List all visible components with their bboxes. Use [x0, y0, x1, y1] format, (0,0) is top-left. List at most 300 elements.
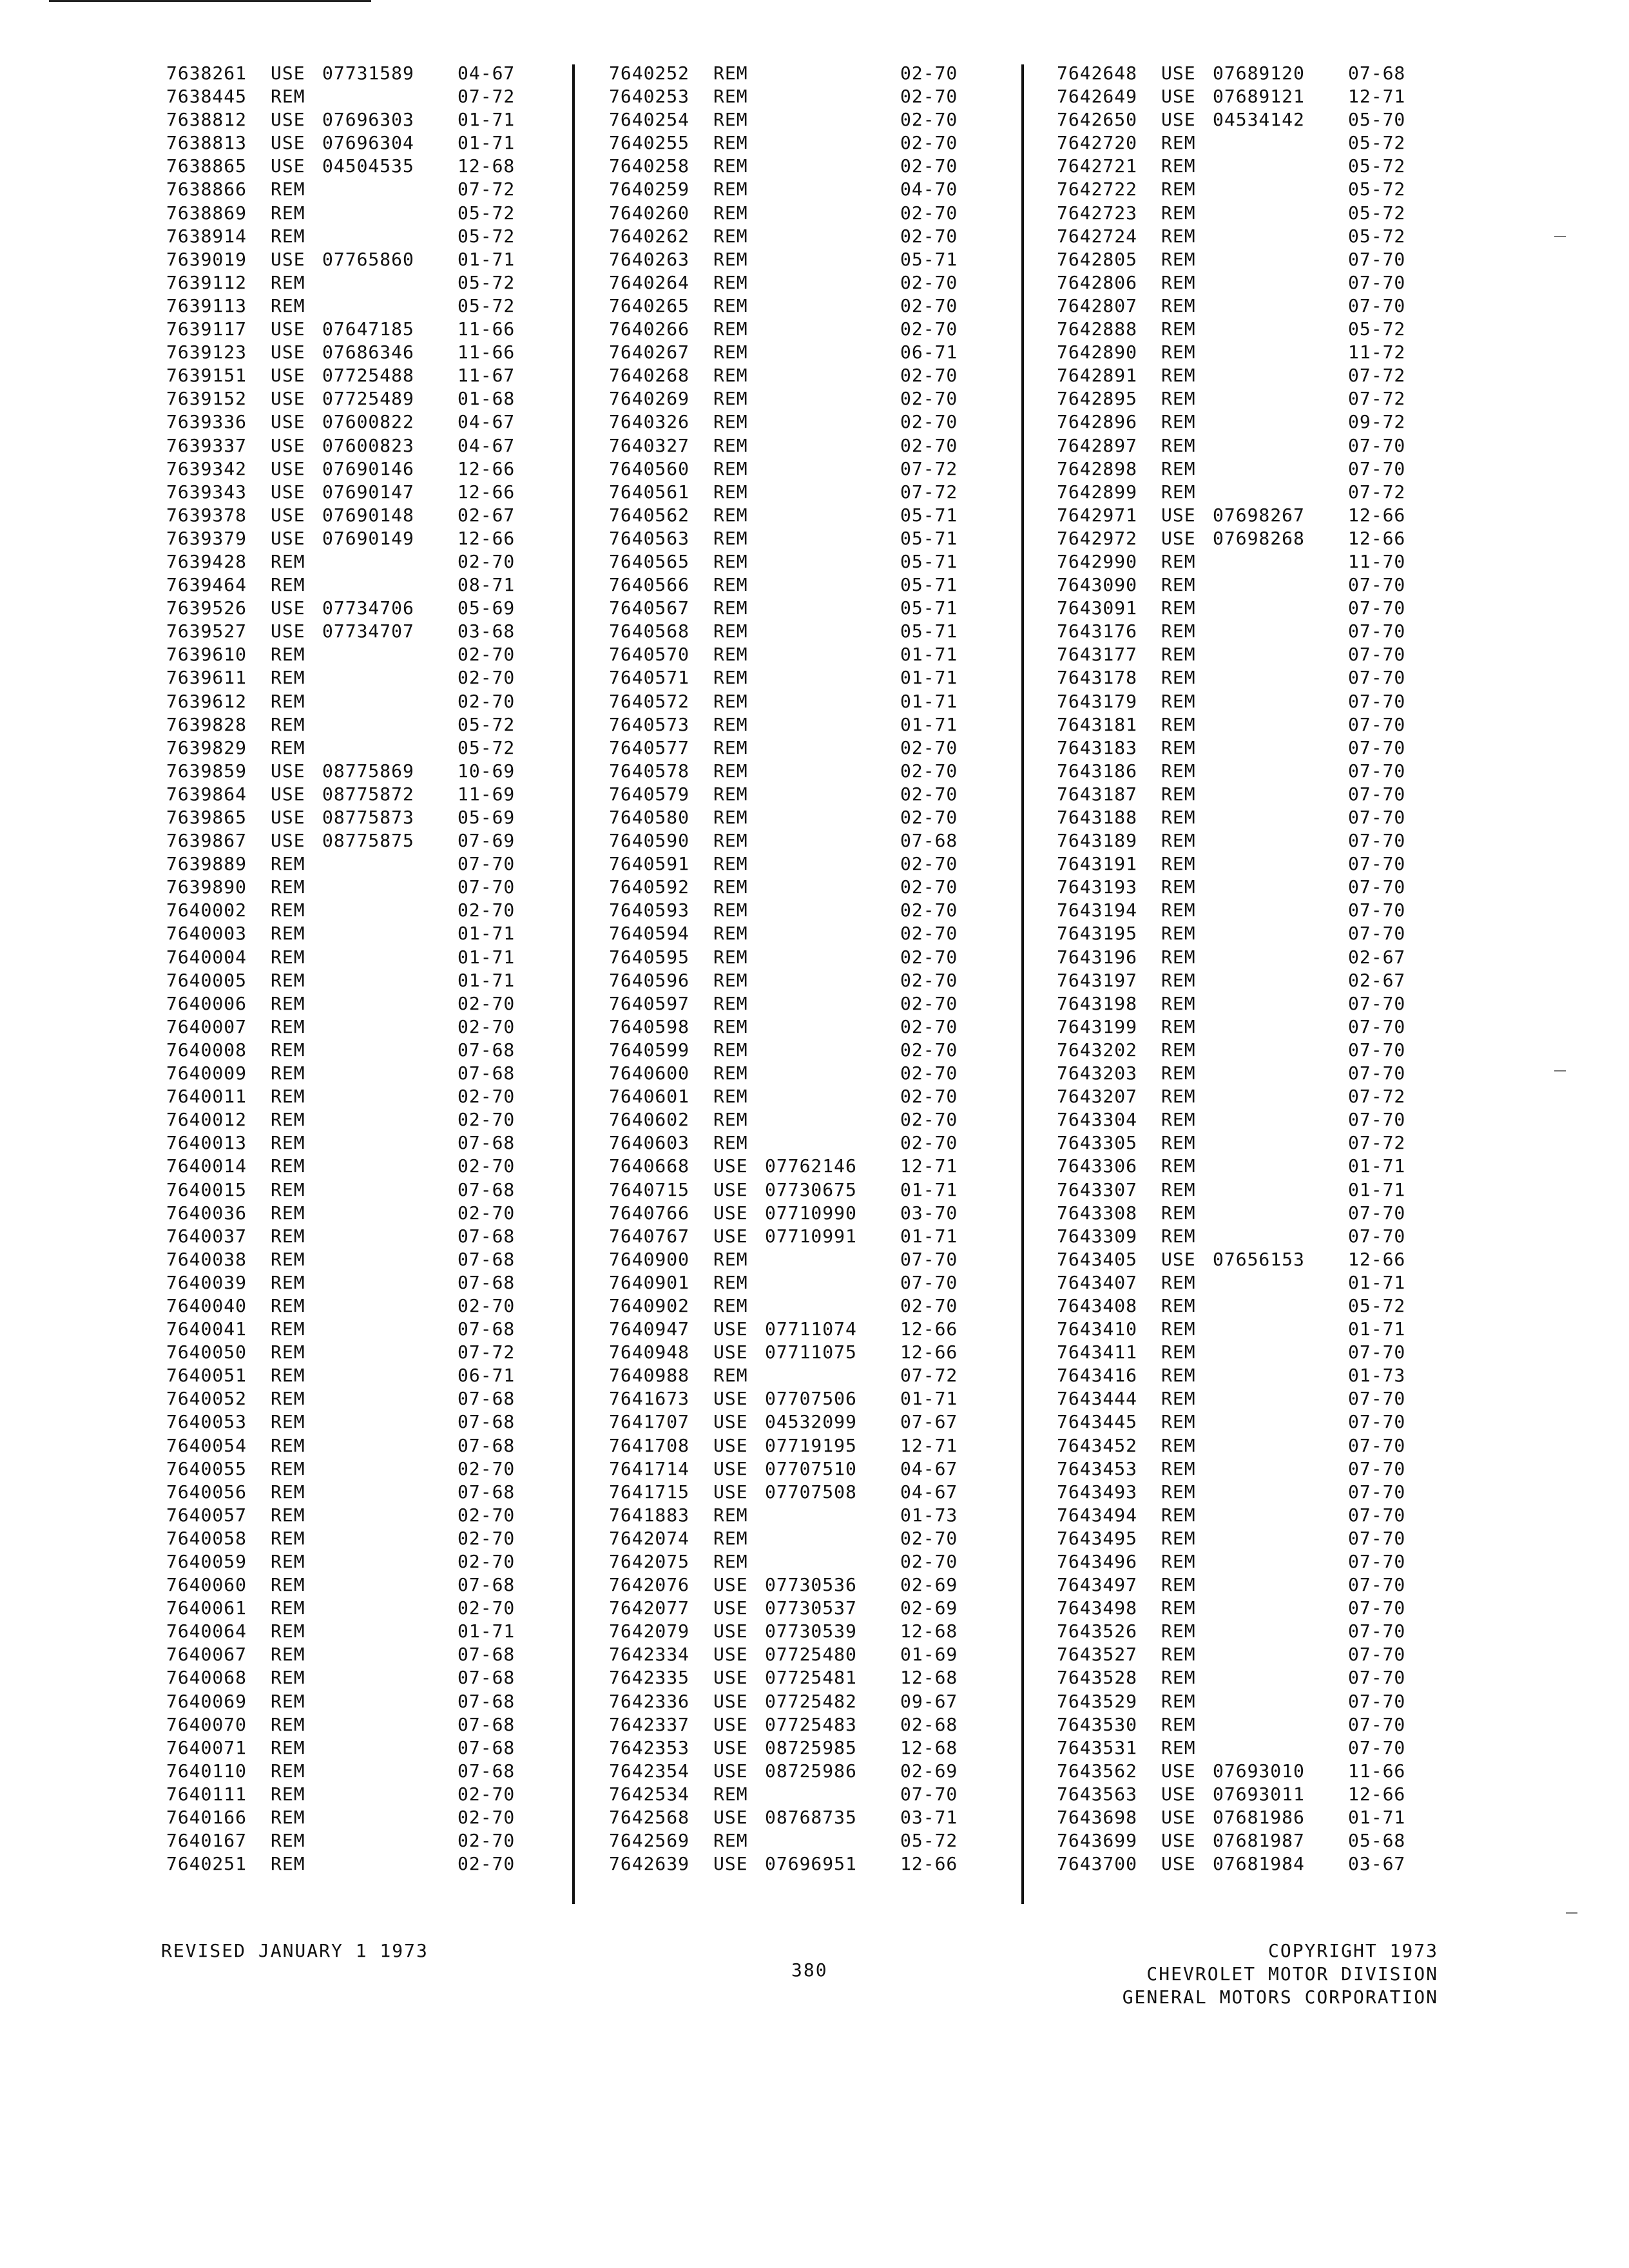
- disposition: USE: [1161, 1807, 1196, 1829]
- listing-row: [609, 643, 1021, 666]
- part-number: 7640578: [609, 760, 690, 782]
- replacement-part: [322, 1318, 458, 1341]
- listing-row: [1057, 969, 1469, 992]
- listing-row: [166, 760, 579, 783]
- listing-row: [609, 1690, 1021, 1713]
- listing-row: [1057, 1760, 1469, 1783]
- disposition: REM: [271, 1132, 305, 1154]
- date: 07-70: [1348, 1062, 1406, 1084]
- listing-row: [609, 318, 1021, 341]
- replacement-part: [765, 597, 900, 620]
- replacement-part: [765, 155, 900, 178]
- date: 01-68: [458, 388, 516, 410]
- part-number: 7640068: [166, 1667, 247, 1689]
- listing-row: [609, 713, 1021, 736]
- date: 12-71: [1348, 86, 1406, 108]
- replacement-part: [765, 946, 900, 969]
- disposition: REM: [713, 341, 748, 363]
- disposition: USE: [713, 1388, 748, 1410]
- replacement-part: [1213, 713, 1348, 736]
- listing-row: [609, 457, 1021, 481]
- listing-row: [166, 1318, 579, 1341]
- disposition: REM: [1161, 481, 1196, 503]
- listing-row: [1057, 1481, 1469, 1504]
- replacement-part: [1213, 806, 1348, 829]
- part-number: 7640901: [609, 1271, 690, 1293]
- disposition: REM: [271, 1062, 305, 1084]
- listing-row: [166, 1015, 579, 1039]
- date: 11-70: [1348, 550, 1406, 572]
- part-number: 7639151: [166, 365, 247, 387]
- listing-row: [166, 504, 579, 527]
- replacement-part: [765, 666, 900, 689]
- disposition: REM: [1161, 1365, 1196, 1387]
- replacement-part: 07730539: [765, 1620, 857, 1642]
- listing-row: [609, 1015, 1021, 1039]
- part-number: 7640038: [166, 1248, 247, 1270]
- listing-row: [1057, 736, 1469, 760]
- part-number: 7643176: [1057, 620, 1138, 642]
- date: 05-72: [1348, 178, 1406, 200]
- listing-row: [166, 899, 579, 922]
- replacement-part: 07731589: [322, 62, 414, 84]
- date: 07-68: [458, 1248, 516, 1270]
- replacement-part: [765, 1108, 900, 1131]
- listing-row: [609, 202, 1021, 225]
- disposition: USE: [713, 1574, 748, 1596]
- date: 07-68: [458, 1736, 516, 1758]
- part-number: 7643309: [1057, 1225, 1138, 1247]
- listing-row: [166, 550, 579, 573]
- part-number: 7640264: [609, 271, 690, 293]
- listing-row: [609, 1248, 1021, 1271]
- replacement-part: [1213, 271, 1348, 294]
- date: 07-70: [1348, 876, 1406, 898]
- part-number: 7642805: [1057, 248, 1138, 270]
- disposition: REM: [713, 783, 748, 805]
- disposition: REM: [271, 1760, 305, 1782]
- date: 07-70: [1348, 1736, 1406, 1758]
- disposition: REM: [271, 1667, 305, 1689]
- replacement-part: [765, 713, 900, 736]
- date: 02-70: [458, 1783, 516, 1805]
- part-number: 7642890: [1057, 341, 1138, 363]
- listing-row: [1057, 1155, 1469, 1178]
- date: 05-71: [900, 527, 958, 549]
- replacement-part: [1213, 666, 1348, 689]
- listing-row: [1057, 1504, 1469, 1527]
- listing-row: [166, 690, 579, 713]
- listing-row: [1057, 1108, 1469, 1131]
- replacement-part: [322, 690, 458, 713]
- part-number: 7640006: [166, 992, 247, 1014]
- disposition: USE: [1161, 1248, 1196, 1270]
- date: 07-70: [1348, 457, 1406, 479]
- part-number: 7640326: [609, 411, 690, 433]
- disposition: REM: [271, 899, 305, 921]
- date: 02-70: [900, 155, 958, 177]
- date: 02-70: [900, 1551, 958, 1572]
- listing-row: [166, 318, 579, 341]
- replacement-part: [322, 1108, 458, 1131]
- listing-row: [1057, 1039, 1469, 1062]
- disposition: USE: [1161, 62, 1196, 84]
- replacement-part: [322, 1713, 458, 1736]
- date: 02-70: [900, 736, 958, 758]
- listing-row: [609, 1085, 1021, 1108]
- date: 05-71: [900, 620, 958, 642]
- listing-row: [1057, 1573, 1469, 1597]
- part-number: 7640988: [609, 1365, 690, 1387]
- disposition: USE: [713, 1341, 748, 1363]
- date: 05-72: [1348, 155, 1406, 177]
- listing-row: [1057, 1364, 1469, 1387]
- part-number: 7640060: [166, 1574, 247, 1596]
- part-number: 7642568: [609, 1807, 690, 1829]
- listing-row: [609, 829, 1021, 852]
- replacement-part: [322, 202, 458, 225]
- date: 07-70: [1348, 690, 1406, 712]
- part-number: 7642899: [1057, 481, 1138, 503]
- listing-row: [1057, 318, 1469, 341]
- date: 07-70: [1348, 923, 1406, 945]
- date: 05-69: [458, 597, 516, 619]
- replacement-part: [1213, 1015, 1348, 1039]
- disposition: USE: [271, 62, 305, 84]
- part-number: 7643700: [1057, 1853, 1138, 1875]
- date: 01-71: [900, 713, 958, 735]
- replacement-part: 07690148: [322, 504, 414, 526]
- listing-row: [1057, 504, 1469, 527]
- listing-row: [1057, 550, 1469, 573]
- part-number: 7642336: [609, 1690, 690, 1712]
- part-number: 7642896: [1057, 411, 1138, 433]
- disposition: REM: [713, 481, 748, 503]
- listing-row: [1057, 829, 1469, 852]
- part-number: 7640767: [609, 1225, 690, 1247]
- disposition: REM: [713, 667, 748, 689]
- part-number: 7642354: [609, 1760, 690, 1782]
- replacement-part: [1213, 1410, 1348, 1434]
- part-number: 7640566: [609, 574, 690, 596]
- disposition: REM: [713, 923, 748, 945]
- disposition: REM: [713, 550, 748, 572]
- date: 02-70: [458, 1015, 516, 1037]
- part-number: 7643178: [1057, 667, 1138, 689]
- replacement-part: [322, 899, 458, 922]
- listing-row: [166, 481, 579, 504]
- date: 07-68: [458, 1574, 516, 1596]
- listing-row: [166, 341, 579, 364]
- date: 01-71: [900, 644, 958, 666]
- date: 02-70: [900, 992, 958, 1014]
- part-number: 7639343: [166, 481, 247, 503]
- date: 02-70: [900, 318, 958, 340]
- replacement-part: [1213, 1434, 1348, 1457]
- listing-row: [609, 946, 1021, 969]
- disposition: REM: [1161, 1736, 1196, 1758]
- date: 03-70: [900, 1202, 958, 1224]
- listing-row: [166, 1039, 579, 1062]
- disposition: USE: [271, 620, 305, 642]
- disposition: REM: [271, 1015, 305, 1037]
- replacement-part: [1213, 597, 1348, 620]
- replacement-part: [322, 1783, 458, 1806]
- disposition: REM: [1161, 1155, 1196, 1177]
- date: 02-70: [458, 667, 516, 689]
- listing-row: [609, 1318, 1021, 1341]
- listing-row: [609, 410, 1021, 434]
- listing-row: [609, 899, 1021, 922]
- date: 02-70: [900, 1294, 958, 1316]
- disposition: REM: [271, 876, 305, 898]
- date: 07-68: [458, 1667, 516, 1689]
- replacement-part: [765, 760, 900, 783]
- listing-row: [1057, 62, 1469, 85]
- disposition: REM: [713, 202, 748, 224]
- date: 02-70: [458, 1597, 516, 1619]
- replacement-part: [765, 1015, 900, 1039]
- part-number: 7643444: [1057, 1388, 1138, 1410]
- disposition: REM: [713, 86, 748, 108]
- date: 02-67: [1348, 969, 1406, 991]
- disposition: REM: [713, 225, 748, 247]
- disposition: REM: [1161, 1318, 1196, 1340]
- disposition: USE: [713, 1411, 748, 1433]
- date: 07-68: [458, 1411, 516, 1433]
- date: 11-66: [458, 341, 516, 363]
- disposition: USE: [1161, 1830, 1196, 1852]
- date: 01-71: [458, 109, 516, 131]
- date: 07-70: [1348, 899, 1406, 921]
- listing-row: [166, 1783, 579, 1806]
- listing-row: [609, 1806, 1021, 1829]
- date: 07-70: [1348, 1341, 1406, 1363]
- part-number: 7640259: [609, 178, 690, 200]
- date: 05-72: [1348, 1294, 1406, 1316]
- date: 07-72: [900, 481, 958, 503]
- date: 01-69: [900, 1644, 958, 1666]
- part-number: 7642534: [609, 1783, 690, 1805]
- listing-row: [166, 62, 579, 85]
- replacement-part: [1213, 457, 1348, 481]
- listing-row: [166, 1294, 579, 1318]
- part-number: 7640562: [609, 504, 690, 526]
- copyright-line: COPYRIGHT 1973: [1268, 1940, 1438, 1961]
- date: 02-70: [900, 783, 958, 805]
- replacement-part: 07689121: [1213, 86, 1305, 108]
- disposition: REM: [713, 527, 748, 549]
- date: 05-72: [458, 294, 516, 316]
- listing-row: [609, 1760, 1021, 1783]
- part-number: 7640568: [609, 620, 690, 642]
- date: 07-68: [458, 1062, 516, 1084]
- part-number: 7640565: [609, 550, 690, 572]
- part-number: 7640593: [609, 899, 690, 921]
- disposition: REM: [1161, 1713, 1196, 1735]
- disposition: REM: [1161, 853, 1196, 875]
- disposition: REM: [271, 550, 305, 572]
- date: 07-68: [458, 1225, 516, 1247]
- part-number: 7640596: [609, 969, 690, 991]
- date: 01-73: [1348, 1365, 1406, 1387]
- date: 02-70: [458, 1457, 516, 1479]
- disposition: REM: [271, 294, 305, 316]
- date: 05-72: [458, 736, 516, 758]
- date: 07-68: [458, 1434, 516, 1456]
- disposition: REM: [713, 1015, 748, 1037]
- part-number: 7640715: [609, 1178, 690, 1200]
- date: 07-70: [1348, 271, 1406, 293]
- disposition: USE: [713, 1667, 748, 1689]
- listing-row: [1057, 1085, 1469, 1108]
- part-number: 7640567: [609, 597, 690, 619]
- replacement-part: [1213, 736, 1348, 760]
- replacement-part: [765, 318, 900, 341]
- disposition: REM: [1161, 550, 1196, 572]
- date: 07-70: [1348, 1109, 1406, 1131]
- part-number: 7642077: [609, 1597, 690, 1619]
- disposition: REM: [1161, 992, 1196, 1014]
- listing-row: [1057, 1457, 1469, 1481]
- part-number: 7640036: [166, 1202, 247, 1224]
- listing-column-3: [1057, 62, 1469, 1876]
- date: 12-68: [900, 1620, 958, 1642]
- copyright-line: GENERAL MOTORS CORPORATION: [1122, 1986, 1438, 2008]
- part-number: 7643188: [1057, 807, 1138, 828]
- replacement-part: [1213, 946, 1348, 969]
- date: 02-70: [458, 1807, 516, 1829]
- date: 12-66: [1348, 504, 1406, 526]
- listing-row: [166, 131, 579, 155]
- listing-row: [609, 573, 1021, 597]
- listing-row: [609, 1131, 1021, 1155]
- replacement-part: 07693010: [1213, 1760, 1305, 1782]
- date: 12-71: [900, 1155, 958, 1177]
- replacement-part: [1213, 202, 1348, 225]
- replacement-part: [322, 1690, 458, 1713]
- part-number: 7643496: [1057, 1551, 1138, 1572]
- replacement-part: [322, 550, 458, 573]
- listing-row: [1057, 155, 1469, 178]
- part-number: 7640571: [609, 667, 690, 689]
- date: 02-70: [900, 294, 958, 316]
- part-number: 7643202: [1057, 1039, 1138, 1061]
- disposition: REM: [271, 969, 305, 991]
- date: 05-72: [1348, 202, 1406, 224]
- date: 02-70: [900, 411, 958, 433]
- replacement-part: [765, 852, 900, 876]
- date: 02-70: [458, 1830, 516, 1852]
- replacement-part: [322, 1410, 458, 1434]
- disposition: REM: [1161, 1132, 1196, 1154]
- part-number: 7640014: [166, 1155, 247, 1177]
- listing-row: [1057, 1131, 1469, 1155]
- listing-row: [166, 1736, 579, 1760]
- disposition: USE: [271, 248, 305, 270]
- listing-row: [609, 666, 1021, 689]
- replacement-part: [765, 85, 900, 108]
- date: 07-72: [1348, 1086, 1406, 1108]
- disposition: REM: [713, 411, 748, 433]
- replacement-part: 07710991: [765, 1225, 857, 1247]
- date: 01-71: [900, 690, 958, 712]
- disposition: REM: [713, 1551, 748, 1572]
- part-number: 7639526: [166, 597, 247, 619]
- date: 07-70: [1348, 1667, 1406, 1689]
- date: 12-66: [1348, 1248, 1406, 1270]
- replacement-part: [765, 1131, 900, 1155]
- date: 05-72: [458, 713, 516, 735]
- part-number: 7640597: [609, 992, 690, 1014]
- disposition: REM: [1161, 434, 1196, 456]
- disposition: REM: [713, 504, 748, 526]
- replacement-part: [1213, 1271, 1348, 1294]
- date: 02-70: [458, 1202, 516, 1224]
- replacement-part: [322, 1225, 458, 1248]
- replacement-part: [765, 643, 900, 666]
- part-number: 7639890: [166, 876, 247, 898]
- part-number: 7640041: [166, 1318, 247, 1340]
- listing-row: [166, 1341, 579, 1364]
- replacement-part: [322, 1806, 458, 1829]
- disposition: REM: [1161, 1039, 1196, 1061]
- date: 12-66: [900, 1341, 958, 1363]
- disposition: REM: [1161, 574, 1196, 596]
- date: 12-66: [1348, 527, 1406, 549]
- part-number: 7639117: [166, 318, 247, 340]
- listing-row: [1057, 643, 1469, 666]
- part-number: 7640011: [166, 1086, 247, 1108]
- replacement-part: [322, 1550, 458, 1573]
- replacement-part: [765, 341, 900, 364]
- date: 07-68: [900, 830, 958, 852]
- listing-row: [166, 1643, 579, 1666]
- disposition: REM: [713, 388, 748, 410]
- replacement-part: [765, 806, 900, 829]
- listing-row: [609, 992, 1021, 1015]
- disposition: REM: [713, 318, 748, 340]
- date: 07-68: [458, 1132, 516, 1154]
- part-number: 7640668: [609, 1155, 690, 1177]
- date: 02-70: [458, 1155, 516, 1177]
- replacement-part: [765, 899, 900, 922]
- part-number: 7643493: [1057, 1481, 1138, 1503]
- part-number: 7639379: [166, 527, 247, 549]
- disposition: USE: [1161, 1853, 1196, 1875]
- replacement-part: 08725986: [765, 1760, 857, 1782]
- disposition: REM: [713, 248, 748, 270]
- date: 07-68: [458, 1644, 516, 1666]
- disposition: REM: [1161, 713, 1196, 735]
- replacement-part: [1213, 643, 1348, 666]
- disposition: USE: [1161, 1783, 1196, 1805]
- listing-row: [609, 294, 1021, 318]
- part-number: 7642724: [1057, 225, 1138, 247]
- date: 02-67: [458, 504, 516, 526]
- date: 02-70: [900, 1109, 958, 1131]
- listing-row: [1057, 922, 1469, 945]
- disposition: REM: [713, 830, 748, 852]
- listing-row: [609, 852, 1021, 876]
- disposition: REM: [1161, 1411, 1196, 1433]
- part-number: 7643563: [1057, 1783, 1138, 1805]
- part-number: 7640570: [609, 644, 690, 666]
- disposition: REM: [271, 1830, 305, 1852]
- part-number: 7640015: [166, 1178, 247, 1200]
- part-number: 7642972: [1057, 527, 1138, 549]
- part-number: 7643408: [1057, 1294, 1138, 1316]
